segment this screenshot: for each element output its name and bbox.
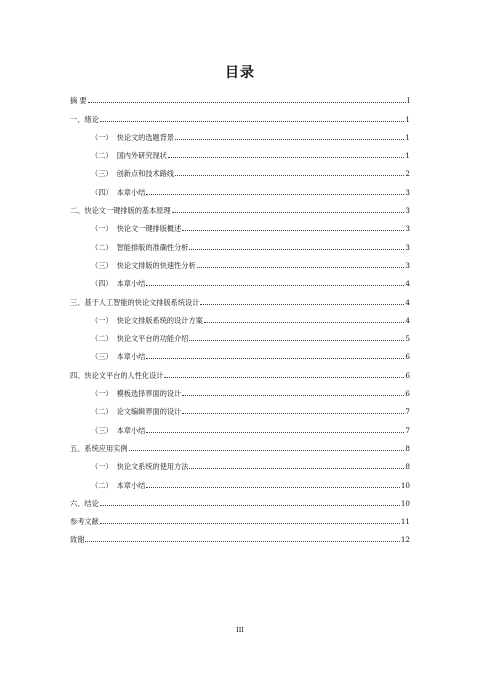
toc-entry[interactable]: [70, 380, 410, 398]
toc-entry-title: 一、绪论: [70, 114, 99, 124]
toc-entry-number: （三）: [91, 425, 113, 435]
toc-entry-page: 4: [405, 315, 410, 325]
toc-entry-page: 7: [405, 425, 410, 435]
toc-entry[interactable]: [70, 361, 410, 379]
toc-dot-leader: [175, 174, 404, 176]
toc-entry-number: （二）: [91, 242, 113, 252]
toc-entry-number: （二）: [91, 151, 113, 161]
toc-entry-title: 二、快论文一键排版的基本原理: [70, 206, 171, 216]
toc-title: 目录: [225, 65, 255, 81]
toc-entry-title: 国内外研究现状: [116, 151, 167, 161]
toc-entry-title: 本章小结: [116, 425, 146, 435]
toc-entry-number: （二）: [91, 334, 113, 344]
toc-dot-leader: [146, 193, 404, 195]
toc-entry[interactable]: [70, 124, 410, 142]
toc-entry-title: 模板选择界面的设计: [116, 389, 182, 399]
toc-entry-title: 三、基于人工智能的快论文排版系统设计: [70, 297, 200, 307]
toc-entry-title: 智能排版的准确性分析: [116, 242, 189, 252]
toc-entry-number: （一）: [91, 224, 113, 234]
toc-dot-leader: [146, 431, 404, 433]
toc-entry[interactable]: [70, 142, 410, 160]
toc-entry[interactable]: [70, 215, 410, 233]
toc-dot-leader: [85, 540, 399, 542]
toc-entry-page: 6: [405, 352, 410, 362]
toc-entry-page: 5: [405, 334, 410, 344]
toc-entry-page: 8: [405, 462, 410, 472]
toc-entry[interactable]: [70, 416, 410, 434]
toc-dot-leader: [189, 248, 404, 250]
toc-entry-page: 10: [400, 498, 410, 508]
toc-dot-leader: [146, 284, 404, 286]
toc-entry-title: 快论文平台的功能介绍: [116, 334, 189, 344]
toc-entry-page: 1: [405, 114, 410, 124]
toc-dot-leader: [88, 101, 406, 103]
toc-entry-page: 4: [405, 279, 410, 289]
toc-entry-number: （三）: [91, 169, 113, 179]
toc-entry[interactable]: [70, 435, 410, 453]
toc-entry[interactable]: [70, 270, 410, 288]
toc-entry-title: 快论文排版系统的设计方案: [116, 315, 203, 325]
toc-dot-leader: [172, 211, 405, 213]
toc-entry-page: 3: [405, 224, 410, 234]
toc-entry[interactable]: [70, 398, 410, 416]
toc-dot-leader: [204, 321, 405, 323]
toc-entry-page: 1: [405, 151, 410, 161]
toc-entry-page: 3: [405, 242, 410, 252]
toc-entry-title: 本章小结: [116, 279, 146, 289]
toc-dot-leader: [182, 412, 404, 414]
toc-entry-number: （二）: [91, 480, 113, 490]
toc-entry[interactable]: [70, 471, 410, 489]
toc-entry-title: 快论文的选题背景: [116, 132, 175, 142]
toc-entry-page: 2: [405, 169, 410, 179]
toc-entry-page: 3: [405, 187, 410, 197]
toc-entry[interactable]: [70, 252, 410, 270]
toc-entry-title: 本章小结: [116, 187, 146, 197]
toc-entry[interactable]: [70, 233, 410, 251]
toc-dot-leader: [175, 138, 404, 140]
toc-entry[interactable]: [70, 325, 410, 343]
toc-entry-title: 六、结论: [70, 498, 99, 508]
toc-dot-leader: [189, 339, 404, 341]
toc-entry[interactable]: [70, 288, 410, 306]
toc-dot-leader: [200, 303, 404, 305]
toc-entry-number: （一）: [91, 315, 113, 325]
toc-entry-title: 快论文系统的使用方法: [116, 462, 189, 472]
toc-entry-title: 摘 要: [70, 96, 87, 106]
toc-entry-title: 论文编辑界面的设计: [116, 407, 182, 417]
toc-entry[interactable]: [70, 160, 410, 178]
toc-entry[interactable]: [70, 490, 410, 508]
toc-entry-page: 12: [400, 535, 410, 545]
toc-entry-title: 五、系统应用实例: [70, 443, 128, 453]
toc-entry-page: 1: [405, 132, 410, 142]
toc-dot-leader: [100, 120, 405, 122]
toc-entry-title: 致谢: [70, 535, 85, 545]
toc-entry-page: 4: [405, 297, 410, 307]
toc-dot-leader: [164, 376, 404, 378]
toc-entry-number: （一）: [91, 389, 113, 399]
toc-entry-page: 8: [405, 443, 410, 453]
toc-entry-title: 快论文排版的快速性分析: [116, 260, 196, 270]
page-number-footer: III: [236, 626, 244, 634]
toc-entry-number: （三）: [91, 352, 113, 362]
toc-entry-title: 本章小结: [116, 480, 146, 490]
toc-dot-leader: [182, 229, 404, 231]
toc-dot-leader: [129, 449, 405, 451]
toc-dot-leader: [182, 394, 404, 396]
toc-dot-leader: [197, 266, 405, 268]
toc-entry[interactable]: [70, 178, 410, 196]
toc-entry[interactable]: [70, 343, 410, 361]
toc-entry-page: 6: [405, 370, 410, 380]
toc-entry-page: 7: [405, 407, 410, 417]
toc-entry[interactable]: [70, 87, 410, 105]
toc-entry-title: 本章小结: [116, 352, 146, 362]
toc-entry-title: 快论文一键排版概述: [116, 224, 182, 234]
toc-entry-page: I: [407, 96, 410, 106]
toc-entry-page: 3: [405, 260, 410, 270]
toc-entry[interactable]: [70, 526, 410, 544]
toc-entry-title: 创新点和技术路线: [116, 169, 175, 179]
toc-entry-page: 11: [400, 517, 410, 527]
toc-entry[interactable]: [70, 105, 410, 123]
toc-dot-leader: [100, 522, 400, 524]
toc-entry[interactable]: [70, 307, 410, 325]
toc-entry-number: （三）: [91, 260, 113, 270]
toc-entry-number: （一）: [91, 462, 113, 472]
toc-entry-number: （二）: [91, 407, 113, 417]
toc-entry[interactable]: [70, 453, 410, 471]
toc-entry-number: （一）: [91, 132, 113, 142]
toc-dot-leader: [146, 357, 404, 359]
toc-entry-page: 10: [400, 480, 410, 490]
toc-dot-leader: [189, 467, 404, 469]
toc-entry-title: 参考文献: [70, 517, 99, 527]
toc-entry-number: （四）: [91, 187, 113, 197]
toc-dot-leader: [168, 156, 405, 158]
table-of-contents: [70, 87, 410, 544]
toc-entry-title: 四、快论文平台的人性化设计: [70, 370, 164, 380]
toc-entry-page: 3: [405, 206, 410, 216]
toc-entry-number: （四）: [91, 279, 113, 289]
toc-entry[interactable]: [70, 197, 410, 215]
toc-dot-leader: [100, 504, 400, 506]
toc-entry[interactable]: [70, 508, 410, 526]
toc-dot-leader: [146, 486, 400, 488]
toc-entry-page: 6: [405, 389, 410, 399]
